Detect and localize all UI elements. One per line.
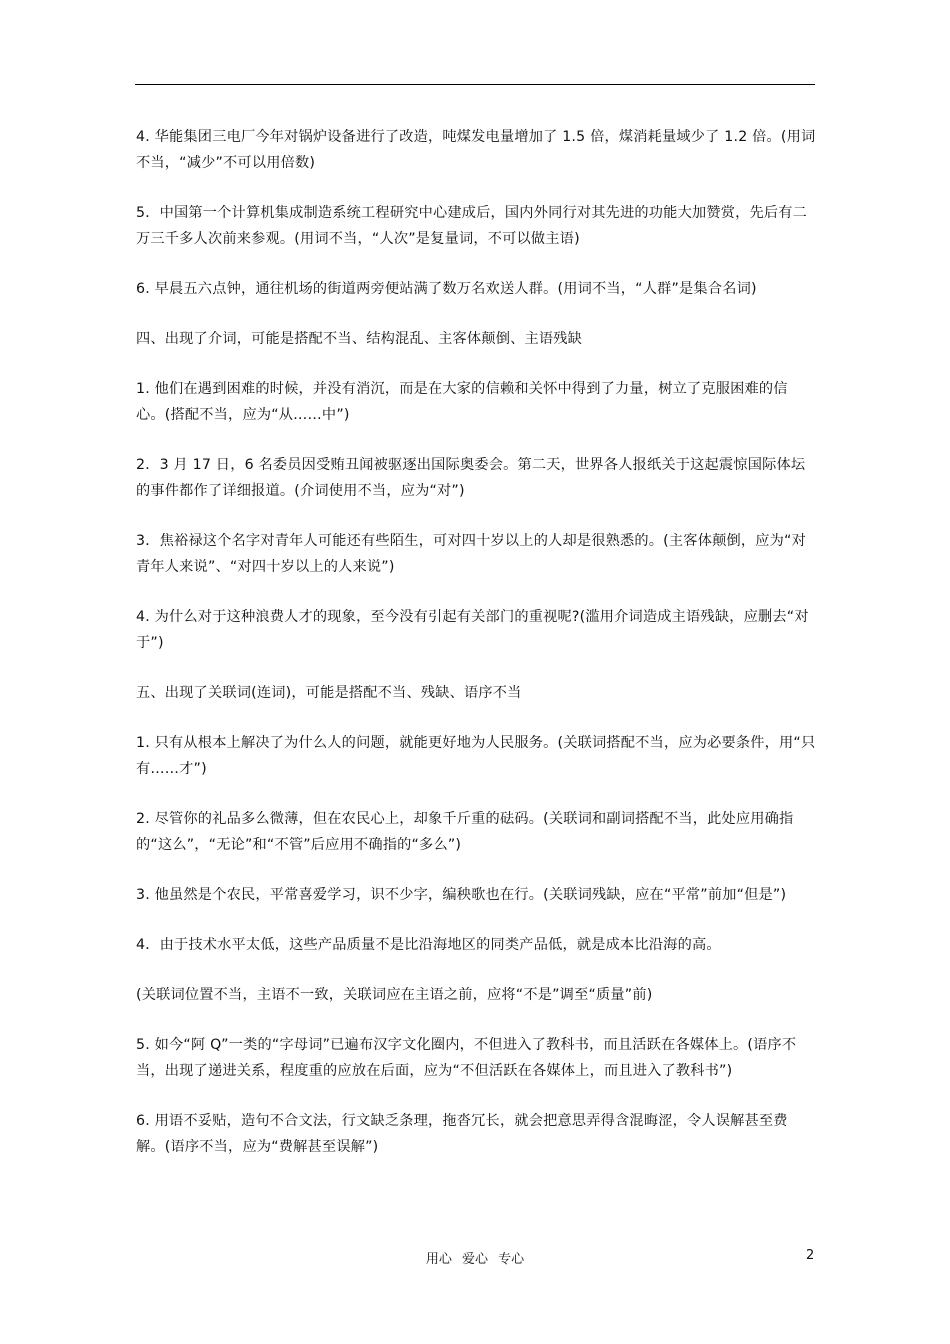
paragraph: 1. 只有从根本上解决了为什么人的问题，就能更好地为人民服务。(关联词搭配不当，应为必要条件，用“只有……才”) — [136, 735, 816, 777]
paragraph: 4. 华能集团三电厂今年对锅炉设备进行了改造，吨煤发电量增加了 1.5 倍，煤消耗量域少了 1.2 倍。(用词不当，“减少”不可以用倍数) — [136, 129, 816, 171]
footer-motto: 用心 爱心 专心 — [425, 1252, 525, 1267]
section-heading: 五、出现了关联词(连词)，可能是搭配不当、残缺、语序不当 — [136, 685, 522, 701]
paragraph: 5. 如今“阿 Q”一类的“字母词”已遍布汉字文化圈内，不但进入了教科书，而且活跃在各媒体上。(语序不当，出现了递进关系，程度重的应放在后面，应为“不但活跃在各媒体上，而且进入了教科书”) — [136, 1037, 797, 1079]
paragraph: 2. 尽管你的礼品多么微薄，但在农民心上，却象千斤重的砝码。(关联词和副词搭配不当，此处应用确指的“这么”，“无论”和“不管”后应用不确指的“多么”) — [136, 811, 794, 853]
document-body — [136, 124, 816, 1184]
paragraph: 6. 早晨五六点钟，通往机场的街道两旁便站满了数万名欢送人群。(用词不当，“人群”是集合名词) — [136, 281, 757, 297]
section-heading: 四、出现了介词，可能是搭配不当、结构混乱、主客体颠倒、主语残缺 — [136, 331, 583, 347]
paragraph: 3．焦裕禄这个名字对青年人可能还有些陌生，可对四十岁以上的人却是很熟悉的。(主客体颠倒，应为“对青年人来说”、“对四十岁以上的人来说”) — [136, 533, 806, 575]
paragraph: 2．3 月 17 日，6 名委员因受贿丑闻被驱逐出国际奥委会。第二天，世界各人报纸关于这起震惊国际体坛的事件都作了详细报道。(介词使用不当，应为“对”) — [136, 457, 806, 499]
paragraph: 4. 为什么对于这种浪费人才的现象，至今没有引起有关部门的重视呢?(滥用介词造成主语残缺，应删去“对于”) — [136, 609, 809, 651]
paragraph: 4．由于技术水平太低，这些产品质量不是比沿海地区的同类产品低，就是成本比沿海的高。 — [136, 937, 721, 953]
header-rule — [135, 84, 815, 85]
paragraph: 3. 他虽然是个农民，平常喜爱学习，识不少字，编秧歌也在行。(关联词残缺，应在“平常”前加“但是”) — [136, 887, 787, 903]
paragraph: 6. 用语不妥贴，造句不合文法，行文缺乏条理，拖沓冗长，就会把意思弄得含混晦涩，令人误解甚至费解。(语序不当，应为“费解甚至误解”) — [136, 1113, 788, 1155]
paragraph: 5．中国第一个计算机集成制造系统工程研究中心建成后，国内外同行对其先进的功能大加赞赏，先后有二万三千多人次前来参观。(用词不当，“人次”是复量词，不可以做主语) — [136, 205, 808, 247]
paragraph: (关联词位置不当，主语不一致，关联词应在主语之前，应将“不是”调至“质量”前) — [136, 987, 653, 1003]
paragraph: 1. 他们在遇到困难的时候，并没有消沉，而是在大家的信赖和关怀中得到了力量，树立了克服困难的信心。(搭配不当，应为“从……中”) — [136, 381, 788, 423]
page-number: 2 — [806, 1248, 815, 1263]
